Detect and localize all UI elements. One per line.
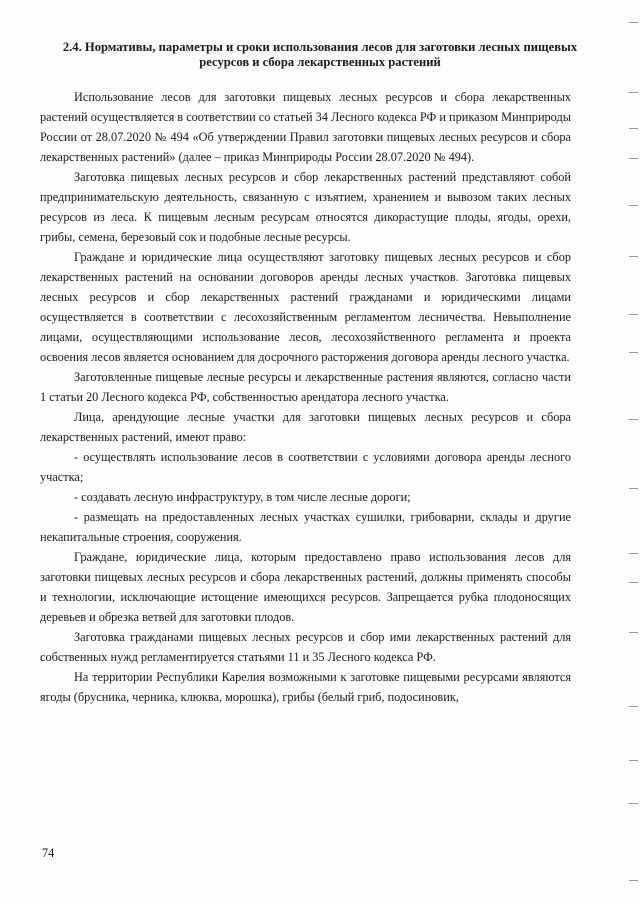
paragraph-3: Граждане и юридические лица осуществляют заготовку пищевых лесных ресурсов и сбор лекарственных растений на основании договоров аренды лесных участков. Заготовка пищевых лесных ресурсов и сбор лекарственных растений гражданами и юридическими лицами осуществляется в соответствии с лесохозяйственным регламентом лесничества. Невыполнение лицами, осуществляющими использование лесов, лесохозяйственного регламента и проекта освоения лесов является основанием для досрочного расторжения договора аренды лесного участка. bbox=[40, 250, 571, 364]
edge-mark bbox=[629, 706, 638, 707]
paragraph-1: Использование лесов для заготовки пищевых лесных ресурсов и сбора лекарственных растений осуществляется в соответствии со статьей 34 Лесного кодекса РФ и приказом Минприроды России от 28.07.2020 № 494 «Об утверждении Правил заготовки пищевых лесных ресурсов и сбора лекарственных растений» (далее – приказ Минприроды России 28.07.2020 № 494). bbox=[40, 90, 571, 164]
edge-mark bbox=[629, 582, 638, 583]
list-item-3: - размещать на предоставленных лесных участках сушилки, грибоварни, склады и другие некапитальные строения, сооружения. bbox=[40, 510, 571, 544]
paragraph-7: Заготовка гражданами пищевых лесных ресурсов и сбор ими лекарственных растений для собственных нужд регламентируется статьями 11 и 35 Лесного кодекса РФ. bbox=[40, 630, 571, 664]
edge-mark bbox=[629, 880, 638, 881]
paragraph-4: Заготовленные пищевые лесные ресурсы и лекарственные растения являются, согласно части 1 статьи 20 Лесного кодекса РФ, собственностью арендатора лесного участка. bbox=[40, 370, 571, 404]
edge-mark bbox=[629, 803, 638, 804]
edge-mark bbox=[629, 632, 638, 633]
paragraph-2: Заготовка пищевых лесных ресурсов и сбор лекарственных растений представляют собой предпринимательскую деятельность, связанную с изъятием, хранением и вывозом таких лесных ресурсов из леса. К пищевым лесным ресурсам относятся дикорастущие плоды, ягоды, орехи, грибы, семена, березовый сок и подобные лесные ресурсы. bbox=[40, 170, 571, 244]
paragraph-5: Лица, арендующие лесные участки для заготовки пищевых лесных ресурсов и сбора лекарственных растений, имеют право: bbox=[40, 410, 571, 444]
list-item-2: - создавать лесную инфраструктуру, в том числе лесные дороги; bbox=[74, 490, 411, 504]
body-text bbox=[40, 87, 571, 707]
edge-mark bbox=[629, 128, 638, 129]
edge-mark bbox=[629, 488, 638, 489]
edge-mark bbox=[629, 158, 638, 159]
edge-mark bbox=[629, 205, 638, 206]
page-number: 74 bbox=[42, 846, 55, 860]
edge-mark bbox=[629, 352, 638, 353]
edge-mark bbox=[629, 22, 638, 23]
edge-mark bbox=[629, 92, 638, 93]
edge-mark bbox=[629, 314, 638, 315]
edge-mark bbox=[629, 256, 638, 257]
list-item-1: - осуществлять использование лесов в соответствии с условиями договора аренды лесного участка; bbox=[40, 450, 571, 484]
edge-mark bbox=[629, 760, 638, 761]
section-heading: 2.4. Нормативы, параметры и сроки использования лесов для заготовки лесных пищевых ресурсов и сбора лекарственных растений bbox=[62, 40, 578, 69]
paragraph-8: На территории Республики Карелия возможными к заготовке пищевыми ресурсами являются ягоды (брусника, черника, клюква, морошка), грибы (белый гриб, подосиновик, bbox=[40, 670, 571, 704]
paragraph-6: Граждане, юридические лица, которым предоставлено право использования лесов для заготовки пищевых лесных ресурсов и сбора лекарственных растений, должны применять способы и технологии, исключающие истощение имеющихся ресурсов. Запрещается рубка плодоносящих деревьев и обрезка ветвей для заготовки плодов. bbox=[40, 550, 571, 624]
edge-mark bbox=[629, 419, 638, 420]
scan-edge-marks bbox=[622, 0, 640, 905]
edge-mark bbox=[629, 553, 638, 554]
